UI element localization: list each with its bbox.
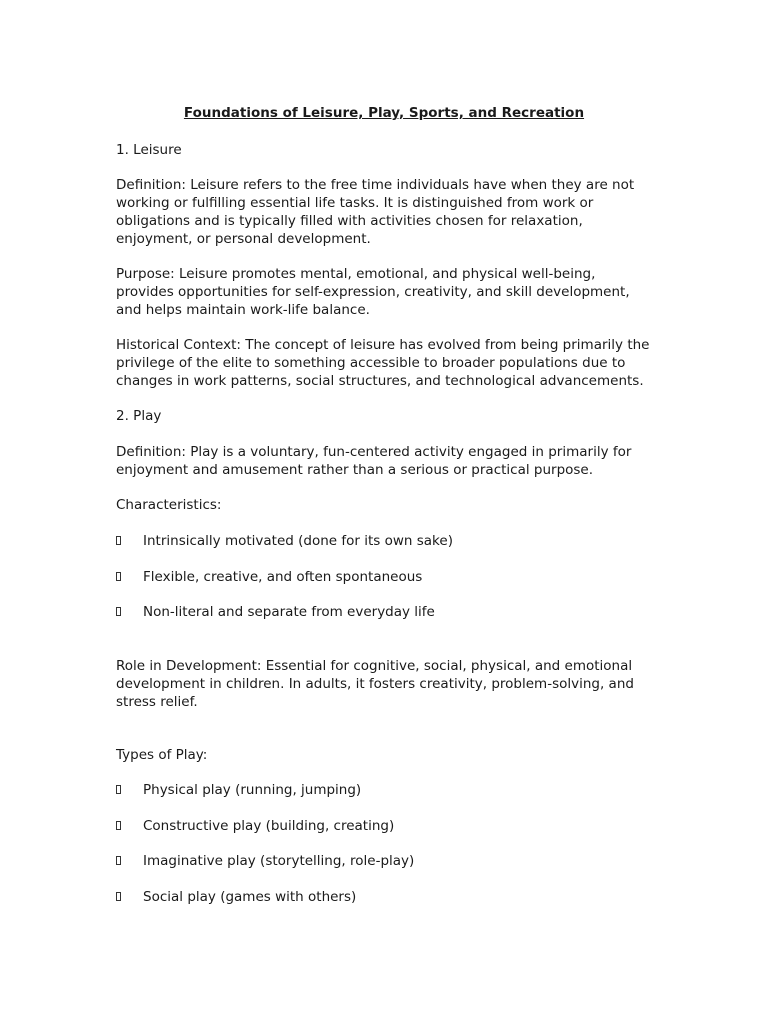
characteristics-heading: Characteristics: [116,497,222,513]
list-item-text: Intrinsically motivated (done for its own sake) [143,533,453,549]
bullet-box-icon [116,821,121,830]
play-definition-paragraph: Definition: Play is a voluntary, fun-centered activity engaged in primarily for enjoyment and amusement rather than a serious or practical purpose. [116,444,632,478]
bullet-box-icon [116,856,121,865]
leisure-historical-context-paragraph: Historical Context: The concept of leisure has evolved from being primarily the privilege of the elite to something accessible to broader populations due to changes in work patterns, social structures, and technological advancements. [116,337,650,389]
list-item-text: Imaginative play (storytelling, role-play) [143,853,415,869]
section-heading-play: 2. Play [116,408,162,424]
leisure-purpose-paragraph: Purpose: Leisure promotes mental, emotional, and physical well-being, provides opportunities for self-expression, creativity, and skill development, and helps maintain work-life balance. [116,266,630,318]
types-of-play-heading: Types of Play: [116,747,208,763]
role-in-development-paragraph: Role in Development: Essential for cognitive, social, physical, and emotional development in children. In adults, it fosters creativity, problem-solving, and stress relief. [116,658,634,710]
list-item-text: Non-literal and separate from everyday life [143,604,435,620]
bullet-box-icon [116,607,121,616]
bullet-box-icon [116,572,121,581]
bullet-box-icon [116,536,121,545]
list-item-text: Flexible, creative, and often spontaneous [143,569,423,585]
list-item-text: Physical play (running, jumping) [143,782,362,798]
list-item-text: Constructive play (building, creating) [143,818,395,834]
bullet-box-icon [116,785,121,794]
section-heading-leisure: 1. Leisure [116,142,182,158]
document-title: Foundations of Leisure, Play, Sports, and Recreation [183,105,585,121]
leisure-definition-paragraph: Definition: Leisure refers to the free time individuals have when they are not working or fulfilling essential life tasks. It is distinguished from work or obligations and is typically filled with activities chosen for relaxation, enjoyment, or personal development. [116,177,635,247]
bullet-box-icon [116,892,121,901]
list-item-text: Social play (games with others) [143,889,357,905]
